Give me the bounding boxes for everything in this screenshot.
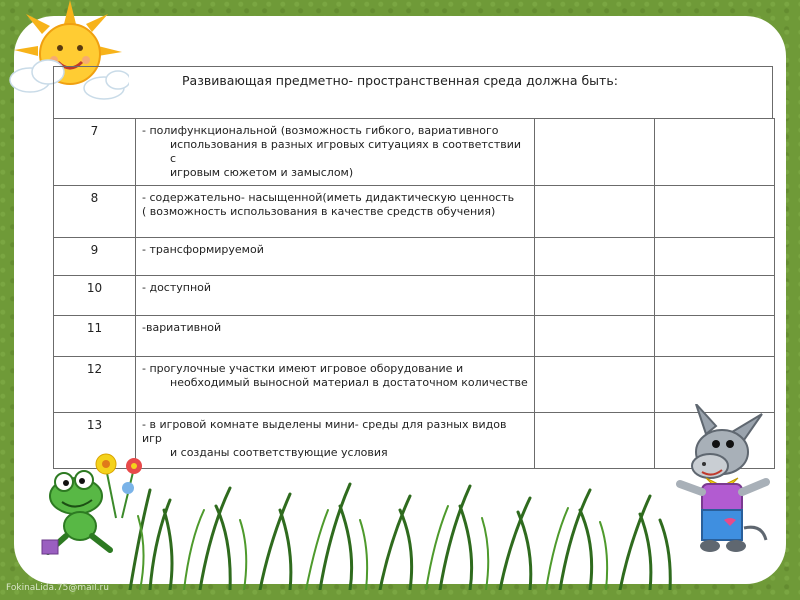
row-text-line: - доступной [142, 281, 212, 294]
frog-icon [36, 448, 146, 558]
empty-cell [655, 186, 775, 238]
table-heading-cell [53, 66, 773, 118]
grass-icon [120, 470, 680, 590]
row-number: 10 [54, 276, 136, 316]
table-row [54, 238, 775, 276]
row-text [136, 119, 535, 186]
row-text-line: использования в разных игровых ситуациях в соответствии с [170, 138, 522, 165]
table-row [54, 186, 775, 238]
empty-cell [535, 413, 655, 469]
row-number: 8 [54, 186, 136, 238]
table-row [54, 119, 775, 186]
table-row [54, 316, 775, 357]
row-text-line: и созданы соответствующие условия [170, 446, 388, 459]
row-number: 7 [54, 119, 136, 186]
empty-cell [535, 276, 655, 316]
table-row [54, 276, 775, 316]
empty-cell [655, 238, 775, 276]
empty-cell [535, 238, 655, 276]
empty-cell [535, 119, 655, 186]
row-text-line: - содержательно- насыщенной(иметь дидактическую ценность [142, 191, 515, 204]
row-text-line: - трансформируемой [142, 243, 264, 256]
watermark: FokinaLida.75@mail.ru [6, 583, 109, 593]
row-number: 9 [54, 238, 136, 276]
empty-cell [535, 316, 655, 357]
row-text-line: необходимый выносной материал в достаточном количестве [170, 376, 528, 389]
row-number: 11 [54, 316, 136, 357]
donkey-icon [666, 404, 776, 560]
flowers-icon [96, 454, 142, 518]
table-heading: Развивающая предметно- пространственная среда должна быть: [182, 73, 618, 88]
row-text [136, 276, 535, 316]
row-text [136, 238, 535, 276]
row-text-line: - прогулочные участки имеют игровое оборудование и [142, 362, 464, 375]
empty-cell [655, 119, 775, 186]
empty-cell [535, 357, 655, 413]
row-text [136, 186, 535, 238]
row-text-line: - в игровой комнате выделены мини- среды для разных видов игр [142, 418, 507, 445]
row-number: 12 [54, 357, 136, 413]
row-text [136, 316, 535, 357]
empty-cell [655, 276, 775, 316]
row-text [136, 413, 535, 469]
row-text-line: ( возможность использования в качестве средств обучения) [142, 205, 496, 218]
row-text-line: -вариативной [142, 321, 222, 334]
row-text-line: - полифункциональной (возможность гибкого, вариативного [142, 124, 499, 137]
row-text [136, 357, 535, 413]
empty-cell [535, 186, 655, 238]
empty-cell [655, 316, 775, 357]
row-text-line: игровым сюжетом и замыслом) [170, 166, 354, 179]
row-number: 13 [54, 413, 136, 469]
